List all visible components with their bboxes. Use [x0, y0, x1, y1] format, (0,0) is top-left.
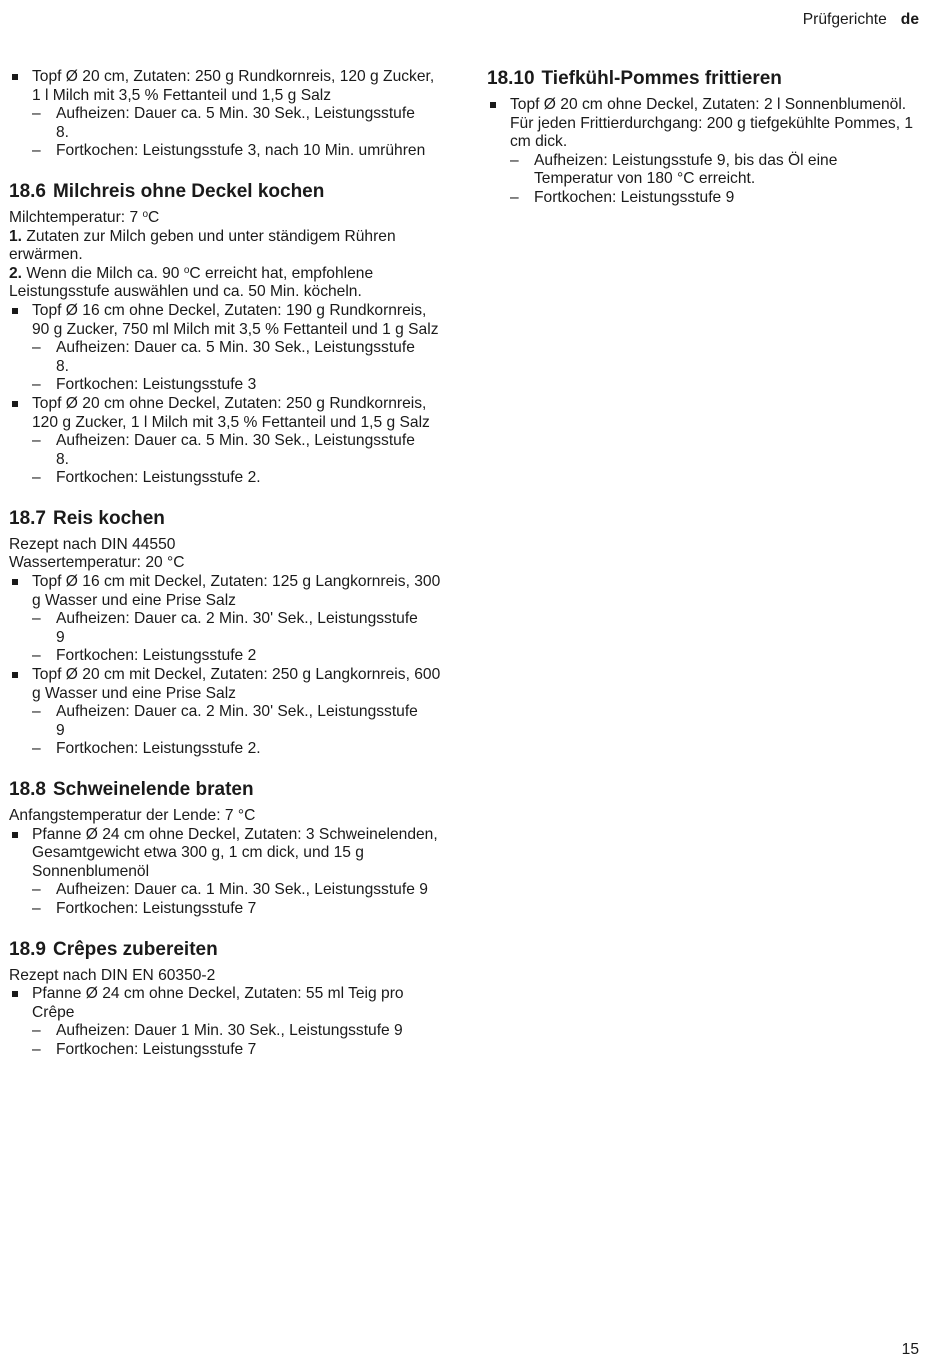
item-text: Topf Ø 20 cm, Zutaten: 250 g Rundkornreis, 120 g Zucker, 1 l Milch mit 3,5 % Fettanteil und 1,5 g Salz	[32, 68, 435, 104]
section-title: Crêpes zubereiten	[52, 938, 218, 960]
list-item	[9, 395, 444, 488]
section-items	[487, 96, 923, 208]
step-text: Wenn die Milch ca. 90	[22, 264, 184, 282]
section-items	[9, 302, 444, 488]
intro-items	[9, 68, 444, 161]
section-title: Tiefkühl-Pommes frittieren	[541, 68, 782, 89]
list-item	[9, 573, 444, 666]
step-2	[9, 265, 444, 302]
section-heading	[487, 68, 923, 90]
sub-list	[32, 703, 444, 759]
sub-list	[32, 105, 444, 161]
section-title: Reis kochen	[52, 507, 165, 529]
section-18-7	[9, 508, 444, 759]
section-number: 18.7	[9, 507, 46, 529]
sub-list	[32, 339, 444, 395]
sub-item: – Fortkochen: Leistungsstufe 2.	[32, 469, 444, 488]
list-item	[9, 68, 444, 161]
sub-item: – Fortkochen: Leistungsstufe 3, nach 10 Min. umrühren	[32, 142, 444, 161]
sub-item: – Fortkochen: Leistungsstufe 7	[32, 1041, 444, 1060]
step-1	[9, 228, 444, 265]
section-heading	[9, 939, 444, 961]
milk-temperature	[9, 209, 444, 228]
section-18-9	[9, 939, 444, 1060]
step-text: C erreicht hat, empfohlene Leistungsstufe auswählen und ca. 50 Min. köcheln.	[9, 264, 374, 301]
water-temperature: Wassertemperatur: 20 °C	[9, 554, 185, 572]
sub-item: – Aufheizen: Dauer ca. 5 Min. 30 Sek., Leistungsstufe 8.	[32, 105, 444, 142]
temp-unit: C	[148, 208, 160, 226]
item-text: Topf Ø 20 cm ohne Deckel, Zutaten: 2 l Sonnenblumenöl. Für jeden Frittierdurchgang: 200 g tiefgekühlte Pommes, 1 cm dick.	[510, 96, 914, 151]
sub-list	[32, 881, 444, 918]
sub-item: – Aufheizen: Dauer ca. 5 Min. 30 Sek., Leistungsstufe 8.	[32, 339, 444, 376]
page-number: 15	[901, 1341, 919, 1358]
sub-item: – Aufheizen: Dauer ca. 2 Min. 30' Sek., Leistungsstufe 9	[32, 610, 444, 647]
section-heading	[9, 181, 444, 203]
right-column	[487, 68, 923, 208]
section-18-6	[9, 181, 444, 488]
item-text: Topf Ø 20 cm mit Deckel, Zutaten: 250 g Langkornreis, 600 g Wasser und eine Prise Salz	[32, 666, 441, 702]
sub-list	[32, 1022, 444, 1059]
section-title: Milchreis ohne Deckel kochen	[52, 180, 325, 202]
sub-item: – Aufheizen: Dauer 1 Min. 30 Sek., Leistungsstufe 9	[32, 1022, 444, 1041]
list-item	[9, 302, 444, 395]
sub-list	[32, 432, 444, 488]
section-items	[9, 826, 444, 919]
step-number: 2.	[9, 264, 23, 282]
sub-item: – Aufheizen: Dauer ca. 1 Min. 30 Sek., Leistungsstufe 9	[32, 881, 444, 900]
list-item	[487, 96, 923, 208]
recipe-reference: Rezept nach DIN EN 60350-2	[9, 966, 216, 984]
section-items	[9, 573, 444, 759]
sub-item: – Fortkochen: Leistungsstufe 2.	[32, 740, 444, 759]
sub-item: – Fortkochen: Leistungsstufe 3	[32, 376, 444, 395]
recipe-reference: Rezept nach DIN 44550	[9, 535, 176, 553]
page-header	[803, 11, 919, 29]
list-item	[9, 826, 444, 919]
item-text: Pfanne Ø 24 cm ohne Deckel, Zutaten: 55 ml Teig pro Crêpe	[32, 985, 404, 1021]
step-number: 1.	[9, 227, 23, 245]
section-title: Schweinelende braten	[52, 779, 254, 800]
sub-item: – Aufheizen: Dauer ca. 5 Min. 30 Sek., Leistungsstufe 8.	[32, 432, 444, 469]
section-number: 18.8	[9, 779, 46, 800]
sub-item: – Fortkochen: Leistungsstufe 7	[32, 900, 444, 919]
header-title: Prüfgerichte	[802, 11, 887, 28]
item-text: Topf Ø 16 cm mit Deckel, Zutaten: 125 g Langkornreis, 300 g Wasser und eine Prise Salz	[32, 573, 441, 609]
section-18-10	[487, 68, 923, 208]
sub-list	[32, 610, 444, 666]
sub-item: – Fortkochen: Leistungsstufe 2	[32, 647, 444, 666]
step-text: Zutaten zur Milch geben und unter ständigem Rühren erwärmen.	[9, 227, 396, 264]
degree-sup: o	[142, 208, 149, 220]
header-language: de	[900, 11, 919, 28]
list-item	[9, 985, 444, 1059]
section-number: 18.9	[9, 938, 46, 960]
section-number: 18.6	[9, 180, 46, 202]
temp-text: Milchtemperatur: 7	[9, 208, 143, 226]
start-temperature: Anfangstemperatur der Lende: 7 °C	[9, 807, 256, 824]
degree-sup: o	[183, 264, 190, 276]
intro-list-section	[9, 68, 444, 161]
section-heading	[9, 779, 444, 801]
left-column	[9, 68, 444, 1060]
sub-item: – Aufheizen: Leistungsstufe 9, bis das Öl eine Temperatur von 180 °C erreicht.	[510, 152, 923, 189]
sub-item: – Aufheizen: Dauer ca. 2 Min. 30' Sek., Leistungsstufe 9	[32, 703, 444, 740]
item-text: Topf Ø 20 cm ohne Deckel, Zutaten: 250 g Rundkornreis, 120 g Zucker, 1 l Milch mit 3,5 % Fettanteil und 1,5 g Salz	[32, 394, 430, 431]
sub-list	[510, 152, 923, 208]
list-item	[9, 666, 444, 759]
sub-item: – Fortkochen: Leistungsstufe 9	[510, 189, 923, 208]
section-items	[9, 985, 444, 1059]
item-text: Pfanne Ø 24 cm ohne Deckel, Zutaten: 3 Schweinelenden, Gesamtgewicht etwa 300 g, 1 cm dick, und 15 g Sonnenblumenöl	[32, 825, 438, 880]
item-text: Topf Ø 16 cm ohne Deckel, Zutaten: 190 g Rundkornreis, 90 g Zucker, 750 ml Milch mit 3,5 % Fettanteil und 1 g Salz	[32, 301, 439, 338]
section-heading	[9, 508, 444, 530]
section-number: 18.10	[487, 68, 535, 89]
section-18-8	[9, 779, 444, 919]
